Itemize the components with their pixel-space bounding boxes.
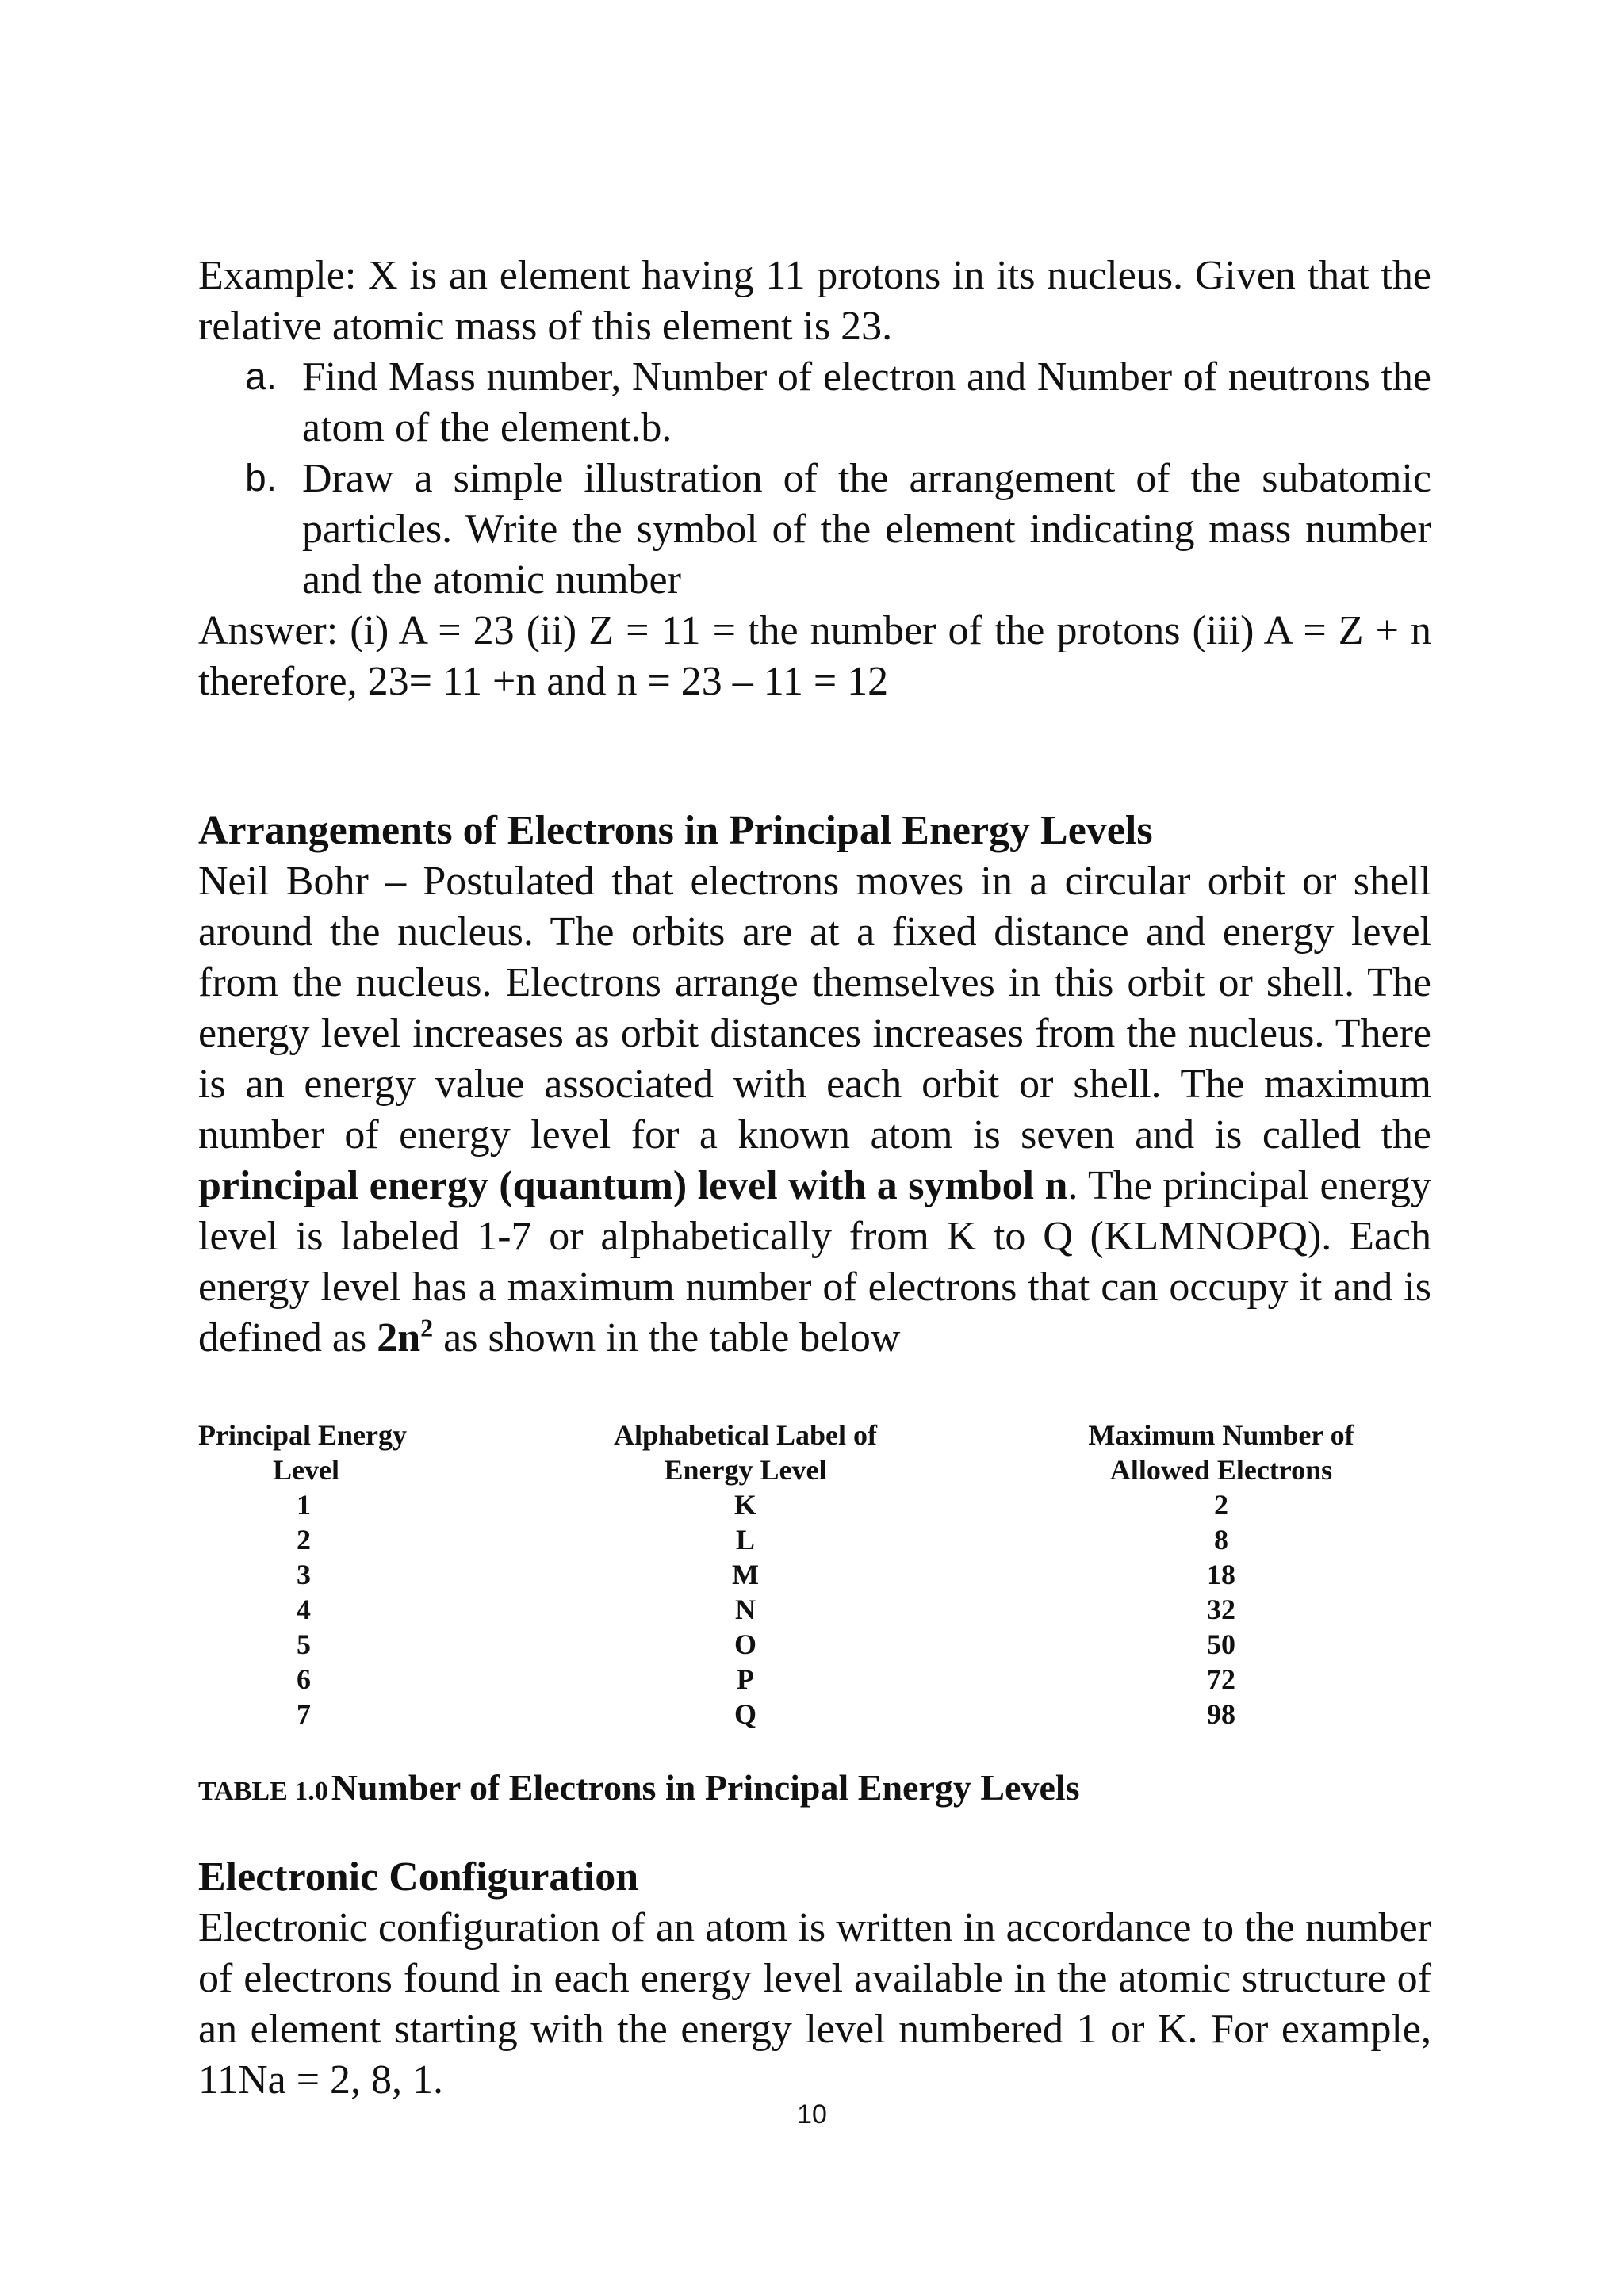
list-item (198, 352, 1431, 453)
table-cell: 7 (297, 1698, 311, 1730)
table-cell: 3 (297, 1559, 311, 1590)
table-cell: Q (733, 1698, 756, 1730)
header-line: Allowed Electrons (1109, 1454, 1333, 1486)
energy-level-table (198, 1418, 1404, 1732)
list-item (198, 453, 1431, 606)
table-cell: 2 (297, 1524, 311, 1556)
configuration-section (198, 1852, 1431, 2106)
table-cell: 4 (297, 1594, 311, 1625)
list-marker: a. (245, 356, 278, 398)
arrangements-paragraph (198, 856, 1431, 1364)
table-row (198, 1557, 1404, 1592)
header-line: Level (273, 1454, 339, 1486)
table-cell: 1 (297, 1489, 311, 1521)
table-header-row (198, 1418, 1404, 1487)
example-intro: Example: X is an element having 11 protons in its nucleus. Given that the relative atomic mass of this element is 23. (198, 253, 1431, 349)
list-item-text: Draw a simple illustration of the arrangement of the subatomic particles. Write the symbol of the element indicating mass number and the atomic number (302, 456, 1431, 603)
table-cell: 6 (297, 1663, 311, 1695)
header-line: Energy Level (664, 1454, 827, 1486)
table-row (198, 1487, 1404, 1522)
table-row (198, 1697, 1404, 1732)
paragraph-text: . The principal energy level is labeled 1-7 or alphabetically from K to Q (KLMNOPQ). Each energy level has a maximum number of electrons that can occupy it and is defined as (198, 1163, 1431, 1360)
table-cell: K (733, 1489, 756, 1521)
section-heading: Arrangements of Electrons in Principal Energy Levels (198, 808, 1153, 853)
section-heading: Electronic Configuration (198, 1854, 639, 1900)
formula (377, 1315, 433, 1360)
table-cell: N (735, 1594, 756, 1625)
formula-base: 2n (377, 1315, 421, 1360)
table-cell: 8 (1214, 1524, 1228, 1556)
caption-label: TABLE 1.0 (198, 1777, 328, 1806)
table-cell: 5 (297, 1628, 311, 1660)
example-answer: Answer: (i) A = 23 (ii) Z = 11 = the number of the protons (iii) A = Z + n therefore, 23= 11 +n and n = 23 – 11 = 12 (198, 608, 1431, 704)
configuration-paragraph: Electronic configuration of an atom is written in accordance to the number of electrons found in each energy level available in the atomic structure of an element starting with the energy level numbered 1 or K. For example, 11Na = 2, 8, 1. (198, 1905, 1431, 2103)
table-row (198, 1522, 1404, 1557)
header-line: Principal Energy (198, 1419, 407, 1451)
table-cell: M (732, 1559, 759, 1590)
bold-term: principal energy (quantum) level with a symbol n (198, 1163, 1068, 1208)
page-number: 10 (797, 2099, 827, 2130)
table-row (198, 1627, 1404, 1662)
list-marker: b. (245, 457, 278, 499)
example-section (198, 251, 1431, 707)
column-header (1039, 1418, 1404, 1487)
table-cell: P (737, 1663, 754, 1695)
header-line: Alphabetical Label of (613, 1419, 877, 1451)
paragraph-text: Neil Bohr – Postulated that electrons moves in a circular orbit or shell around the nucleus. The orbits are at a fixed distance and energy level from the nucleus. Electrons arrange themselves in this orbit or shell. The energy level increases as orbit distances increases from the nucleus. There is an energy value associated with each orbit or shell. The maximum number of energy level for a known atom is seven and is called the (198, 859, 1431, 1158)
table-cell: 32 (1207, 1594, 1235, 1625)
paragraph-text: as shown in the table below (433, 1315, 901, 1360)
table-cell: O (733, 1628, 756, 1660)
list-item-text: Find Mass number, Number of electron and Number of neutrons the atom of the element.b. (302, 354, 1431, 450)
table-cell: 2 (1214, 1489, 1228, 1521)
table-cell: 50 (1207, 1628, 1235, 1660)
table-cell: 72 (1207, 1663, 1235, 1695)
example-question-list (198, 352, 1431, 606)
column-header (198, 1418, 452, 1487)
caption-title: Number of Electrons in Principal Energy Levels (331, 1767, 1080, 1808)
table-caption (198, 1766, 1080, 1808)
formula-superscript: 2 (420, 1313, 434, 1342)
table-row (198, 1592, 1404, 1627)
arrangements-section (198, 806, 1431, 1364)
table-row (198, 1662, 1404, 1697)
header-line: Maximum Number of (1088, 1419, 1354, 1451)
table-cell: 98 (1207, 1698, 1235, 1730)
column-header (452, 1418, 1039, 1487)
table-cell: L (735, 1524, 755, 1556)
table-cell: 18 (1207, 1559, 1235, 1590)
